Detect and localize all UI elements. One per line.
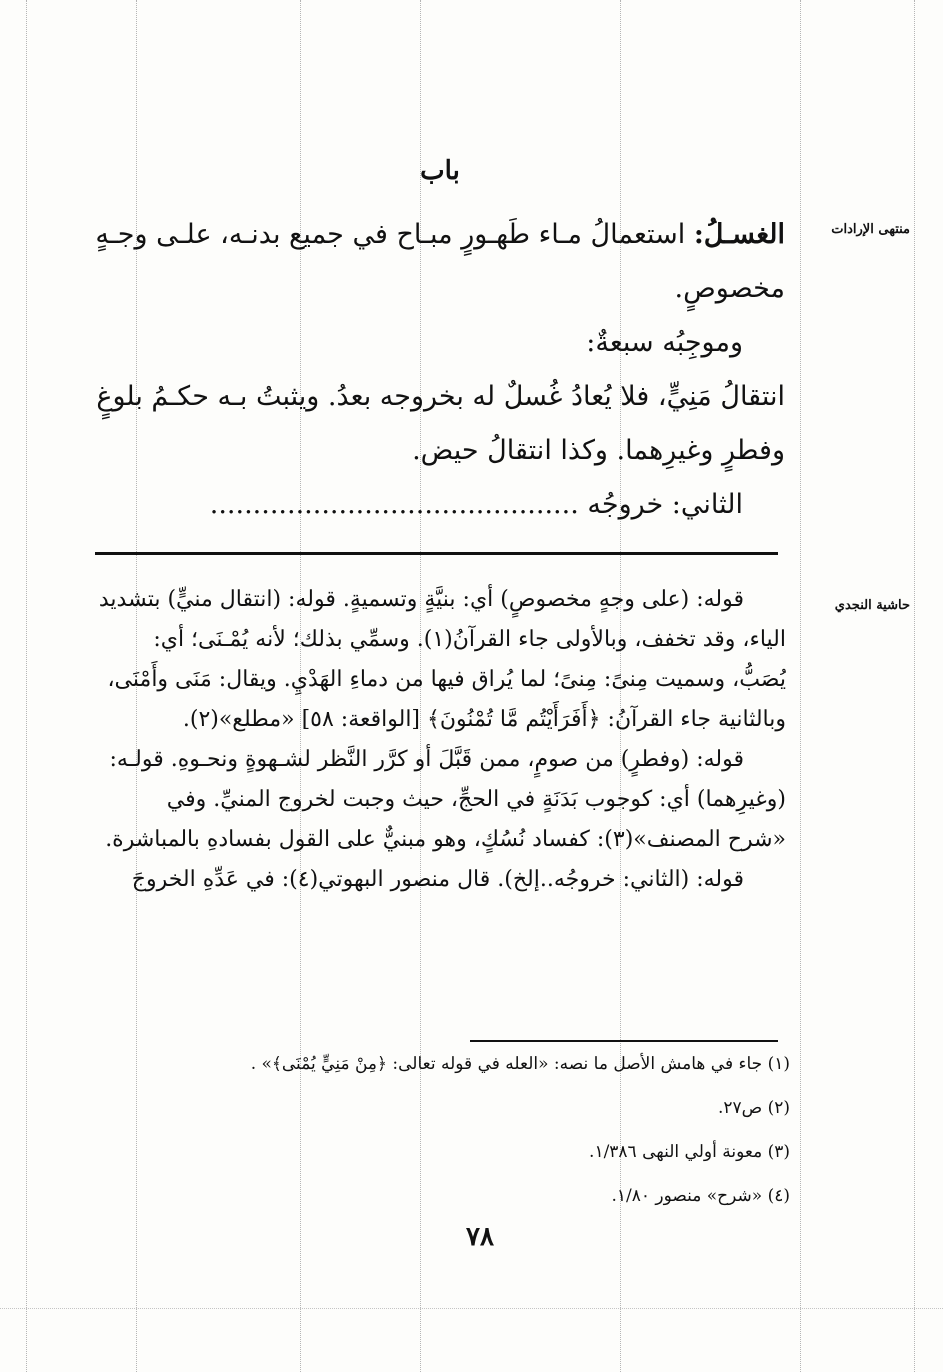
matn-line: [80, 208, 785, 262]
margin-label-matn: منتهى الإرادات: [831, 222, 910, 237]
hashiya-line: وبالثانية جاء القرآنُ: ﴿أَفَرَأَيْتُم مَّا تُمْنُونَ﴾ [الواقعة: ٥٨] «مطلع»(٢).: [182, 707, 786, 732]
margin-label-hashiya: حاشية النجدي: [834, 598, 910, 613]
footnote: (٣) معونة أولي النهى ١/٣٨٦.: [589, 1142, 790, 1162]
matn-text: [80, 208, 785, 532]
chapter-heading: باب: [420, 156, 460, 186]
matn-line: وفطرٍ وغيرِهما. وكذا انتقالُ حيض.: [412, 435, 785, 466]
scan-guide-line: [914, 0, 915, 1372]
footnote: (١) جاء في هامش الأصل ما نصه: «العله في قوله تعالى: ﴿مِنْ مَنِيٍّ يُمْنَى﴾» .: [250, 1054, 790, 1074]
hashiya-line: «شرح المصنف»(٣): كفساد نُسُكٍ، وهو مبنيٌّ على القول بفسادهِ بالمباشرة.: [105, 827, 786, 852]
hashiya-line: يُصَبُّ، وسميت مِنىً: مِنىً؛ لما يُراق فيها من دماءِ الهَدْيِ. ويقال: مَنَى وأَمْنَى،: [107, 667, 786, 692]
hashiya-line: قوله: (على وجهٍ مخصوصٍ) أي: بنيَّةٍ وتسميةٍ. قوله: (انتقال منيٍّ) بتشديد: [98, 587, 744, 612]
hashiya-line: الياء، وقد تخفف، وبالأولى جاء القرآنُ(١). وسمِّي بذلك؛ لأنه يُمْـنَى؛ أي:: [153, 627, 786, 652]
footnotes: [230, 1042, 790, 1218]
hashiya-text: [88, 580, 786, 900]
matn-line: انتقالُ مَنِيٍّ، فلا يُعادُ غُسلٌ له بخروجه بعدُ. ويثبتُ بـه حكـمُ بلوغٍ: [96, 381, 785, 412]
page-number: ٧٨: [466, 1222, 494, 1252]
section-divider: [95, 552, 778, 555]
scan-guide-line: [0, 1308, 943, 1309]
matn-line: [80, 478, 785, 532]
matn-line-text: الثاني: خروجُه: [587, 489, 743, 520]
continuation-dots: ...........................................: [209, 489, 579, 520]
matn-line: وموجِبُه سبعةٌ:: [586, 327, 743, 358]
hashiya-line: (وغيرِهما) أي: كوجوب بَدَنَةٍ في الحجِّ، حيث وجبت لخروج المنيِّ. وفي: [166, 787, 786, 812]
term-ghusl: الغسـلُ:: [693, 219, 785, 250]
footnote: (٢) ص٢٧.: [717, 1098, 790, 1118]
matn-line: مخصوصٍ.: [674, 273, 785, 304]
footnote: (٤) «شرح» منصور ١/٨٠.: [611, 1186, 790, 1206]
hashiya-line: قوله: (الثاني: خروجُه..إلخ). قال منصور البهوتي(٤): في عَدِّهِ الخروجَ: [131, 867, 744, 892]
hashiya-line: قوله: (وفطرٍ) من صومٍ، ممن قَبَّلَ أو كرَّر النَّظر لشـهوةٍ ونحـوهِ. قولـه:: [109, 747, 744, 772]
scan-guide-line: [800, 0, 801, 1372]
matn-line-text: استعمالُ مـاء طَهـورٍ مبـاح في جميع بدنـه، علـى وجـهٍ: [95, 219, 694, 250]
scan-guide-line: [26, 0, 27, 1372]
